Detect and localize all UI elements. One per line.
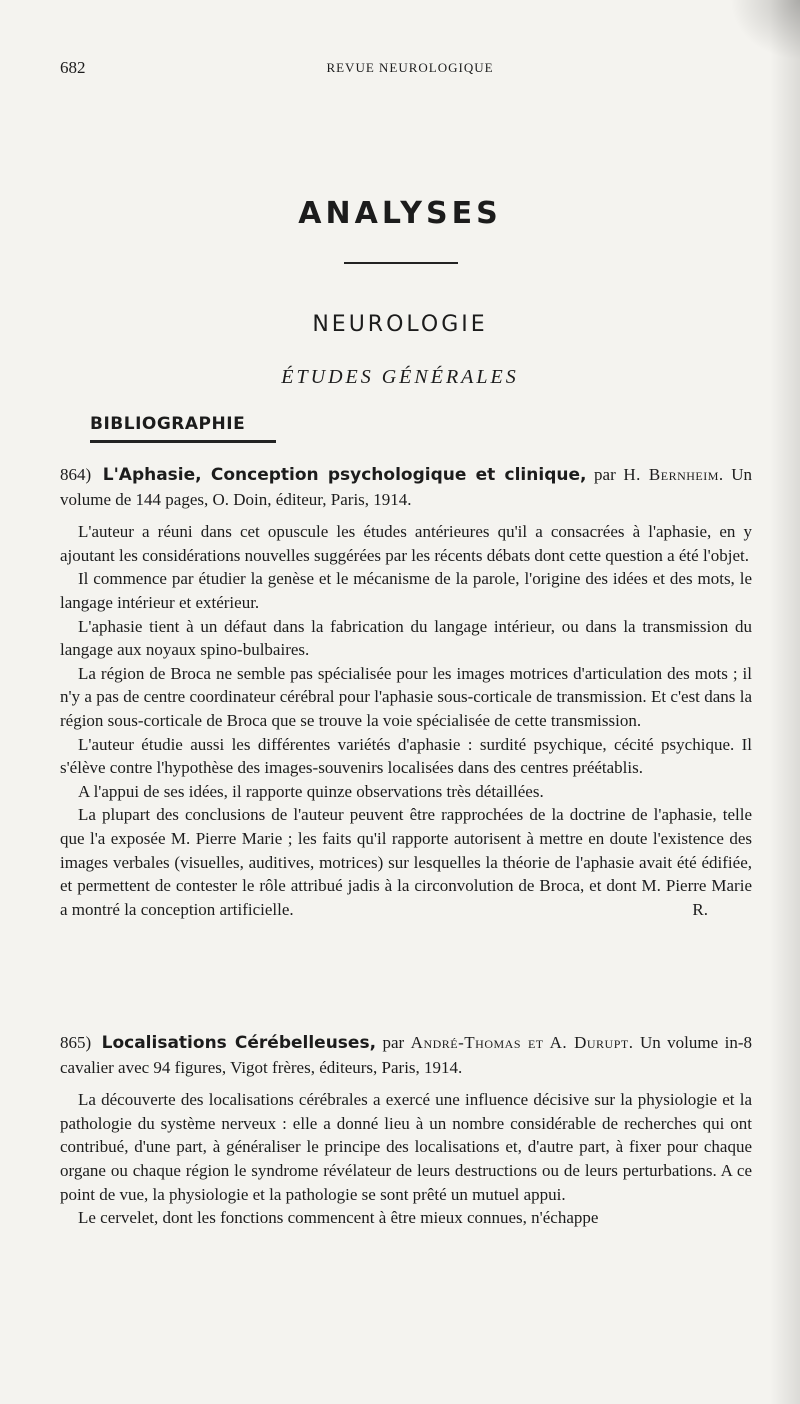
article-authors: H. Bernheim.	[623, 465, 724, 484]
article-864	[60, 463, 752, 921]
article-authors: André-Thomas et A. Durupt.	[410, 1033, 634, 1052]
title-rule	[344, 262, 458, 264]
article-entry	[60, 1031, 752, 1079]
paragraph: L'aphasie tient à un défaut dans la fabrication du langage intérieur, ou dans la transmission du langage aux noyaux spino-bulbaires.	[60, 616, 752, 660]
article-title: Localisations Cérébelleuses,	[101, 1033, 377, 1053]
category-heading: BIBLIOGRAPHIE	[90, 414, 246, 434]
paragraph: L'auteur a réuni dans cet opuscule les études antérieures qu'il a consacrées à l'aphasie, en y ajoutant les considérations nouvelles suggérées par les récents débats dont cette question a été l'objet.	[60, 522, 752, 565]
section-title: ANALYSES	[298, 196, 502, 231]
subsection-heading: ÉTUDES GÉNÉRALES	[281, 366, 519, 388]
paragraph: Le cervelet, dont les fonctions commencent à être mieux connues, n'échappe	[78, 1208, 599, 1228]
paragraph: A l'appui de ses idées, il rapporte quinze observations très détaillées.	[78, 781, 544, 801]
article-by: par	[594, 465, 616, 484]
paragraph: Il commence par étudier la genèse et le mécanisme de la parole, l'origine des idées et des mots, le langage intérieur et extérieur.	[60, 569, 752, 612]
journal-title: REVUE NEUROLOGIQUE	[326, 60, 494, 75]
paragraph: La découverte des localisations cérébrales a exercé une influence décisive sur la physiologie et la pathologie du système nerveux : elle a donné lieu à un nombre considérable de recherches qui ont contribué, d'une part, à généraliser le principe des localisations et, d'autre part, à fixer pour chaque organe ou chaque région le syndrome révélateur de leurs destructions ou de leurs perturbations. A ce point de vue, la physiologie et la pathologie se sont prêté un mutuel appui.	[60, 1090, 752, 1204]
subject-heading: NEUROLOGIE	[312, 312, 488, 337]
paragraph-text: La plupart des conclusions de l'auteur peuvent être rapprochées de la doctrine de l'aphasie, telle que l'a exposée M. Pierre Marie ; les faits qu'il rapporte autorisent à mettre en doute l'existence des images verbales (visuelles, auditives, motrices) sur lesquelles la théorie de l'aphasie avait été édifiée, et permettent de contester le rôle attribué jadis à la circonvolution de Broca, et dont M. Pierre Marie a montré la conception artificielle.	[60, 805, 752, 919]
category-rule	[90, 440, 276, 443]
article-publication: Un volume de 144 pages, O. Doin, éditeur, Paris, 1914.	[60, 465, 753, 509]
paragraph: L'auteur étudie aussi les différentes variétés d'aphasie : surdité psychique, cécité psychique. Il s'élève contre l'hypothèse des images-souvenirs localisées dans des centres préétablis.	[60, 734, 752, 778]
article-number: 865)	[60, 1033, 92, 1052]
page-corner-shadow	[730, 0, 800, 60]
article-publication: Un volume in-8 cavalier avec 94 figures, Vigot frères, éditeurs, Paris, 1914.	[60, 1033, 752, 1077]
reviewer-signature: R.	[692, 899, 708, 919]
page-number: 682	[60, 58, 86, 77]
article-number: 864)	[60, 465, 92, 484]
article-title: L'Aphasie, Conception psychologique et clinique,	[102, 465, 587, 485]
article-865	[60, 1031, 752, 1230]
paragraph: La région de Broca ne semble pas spécialisée pour les images motrices d'articulation des mots ; il n'y a pas de centre coordinateur cérébral pour l'aphasie sous-corticale de transmission. Et c'est dans la région sous-corticale de Broca que se trouve la voie spécialisée de cette transmission.	[60, 663, 752, 730]
paragraph-last	[60, 803, 752, 921]
article-entry	[60, 463, 752, 511]
running-head	[60, 58, 760, 82]
article-by: par	[382, 1033, 405, 1052]
